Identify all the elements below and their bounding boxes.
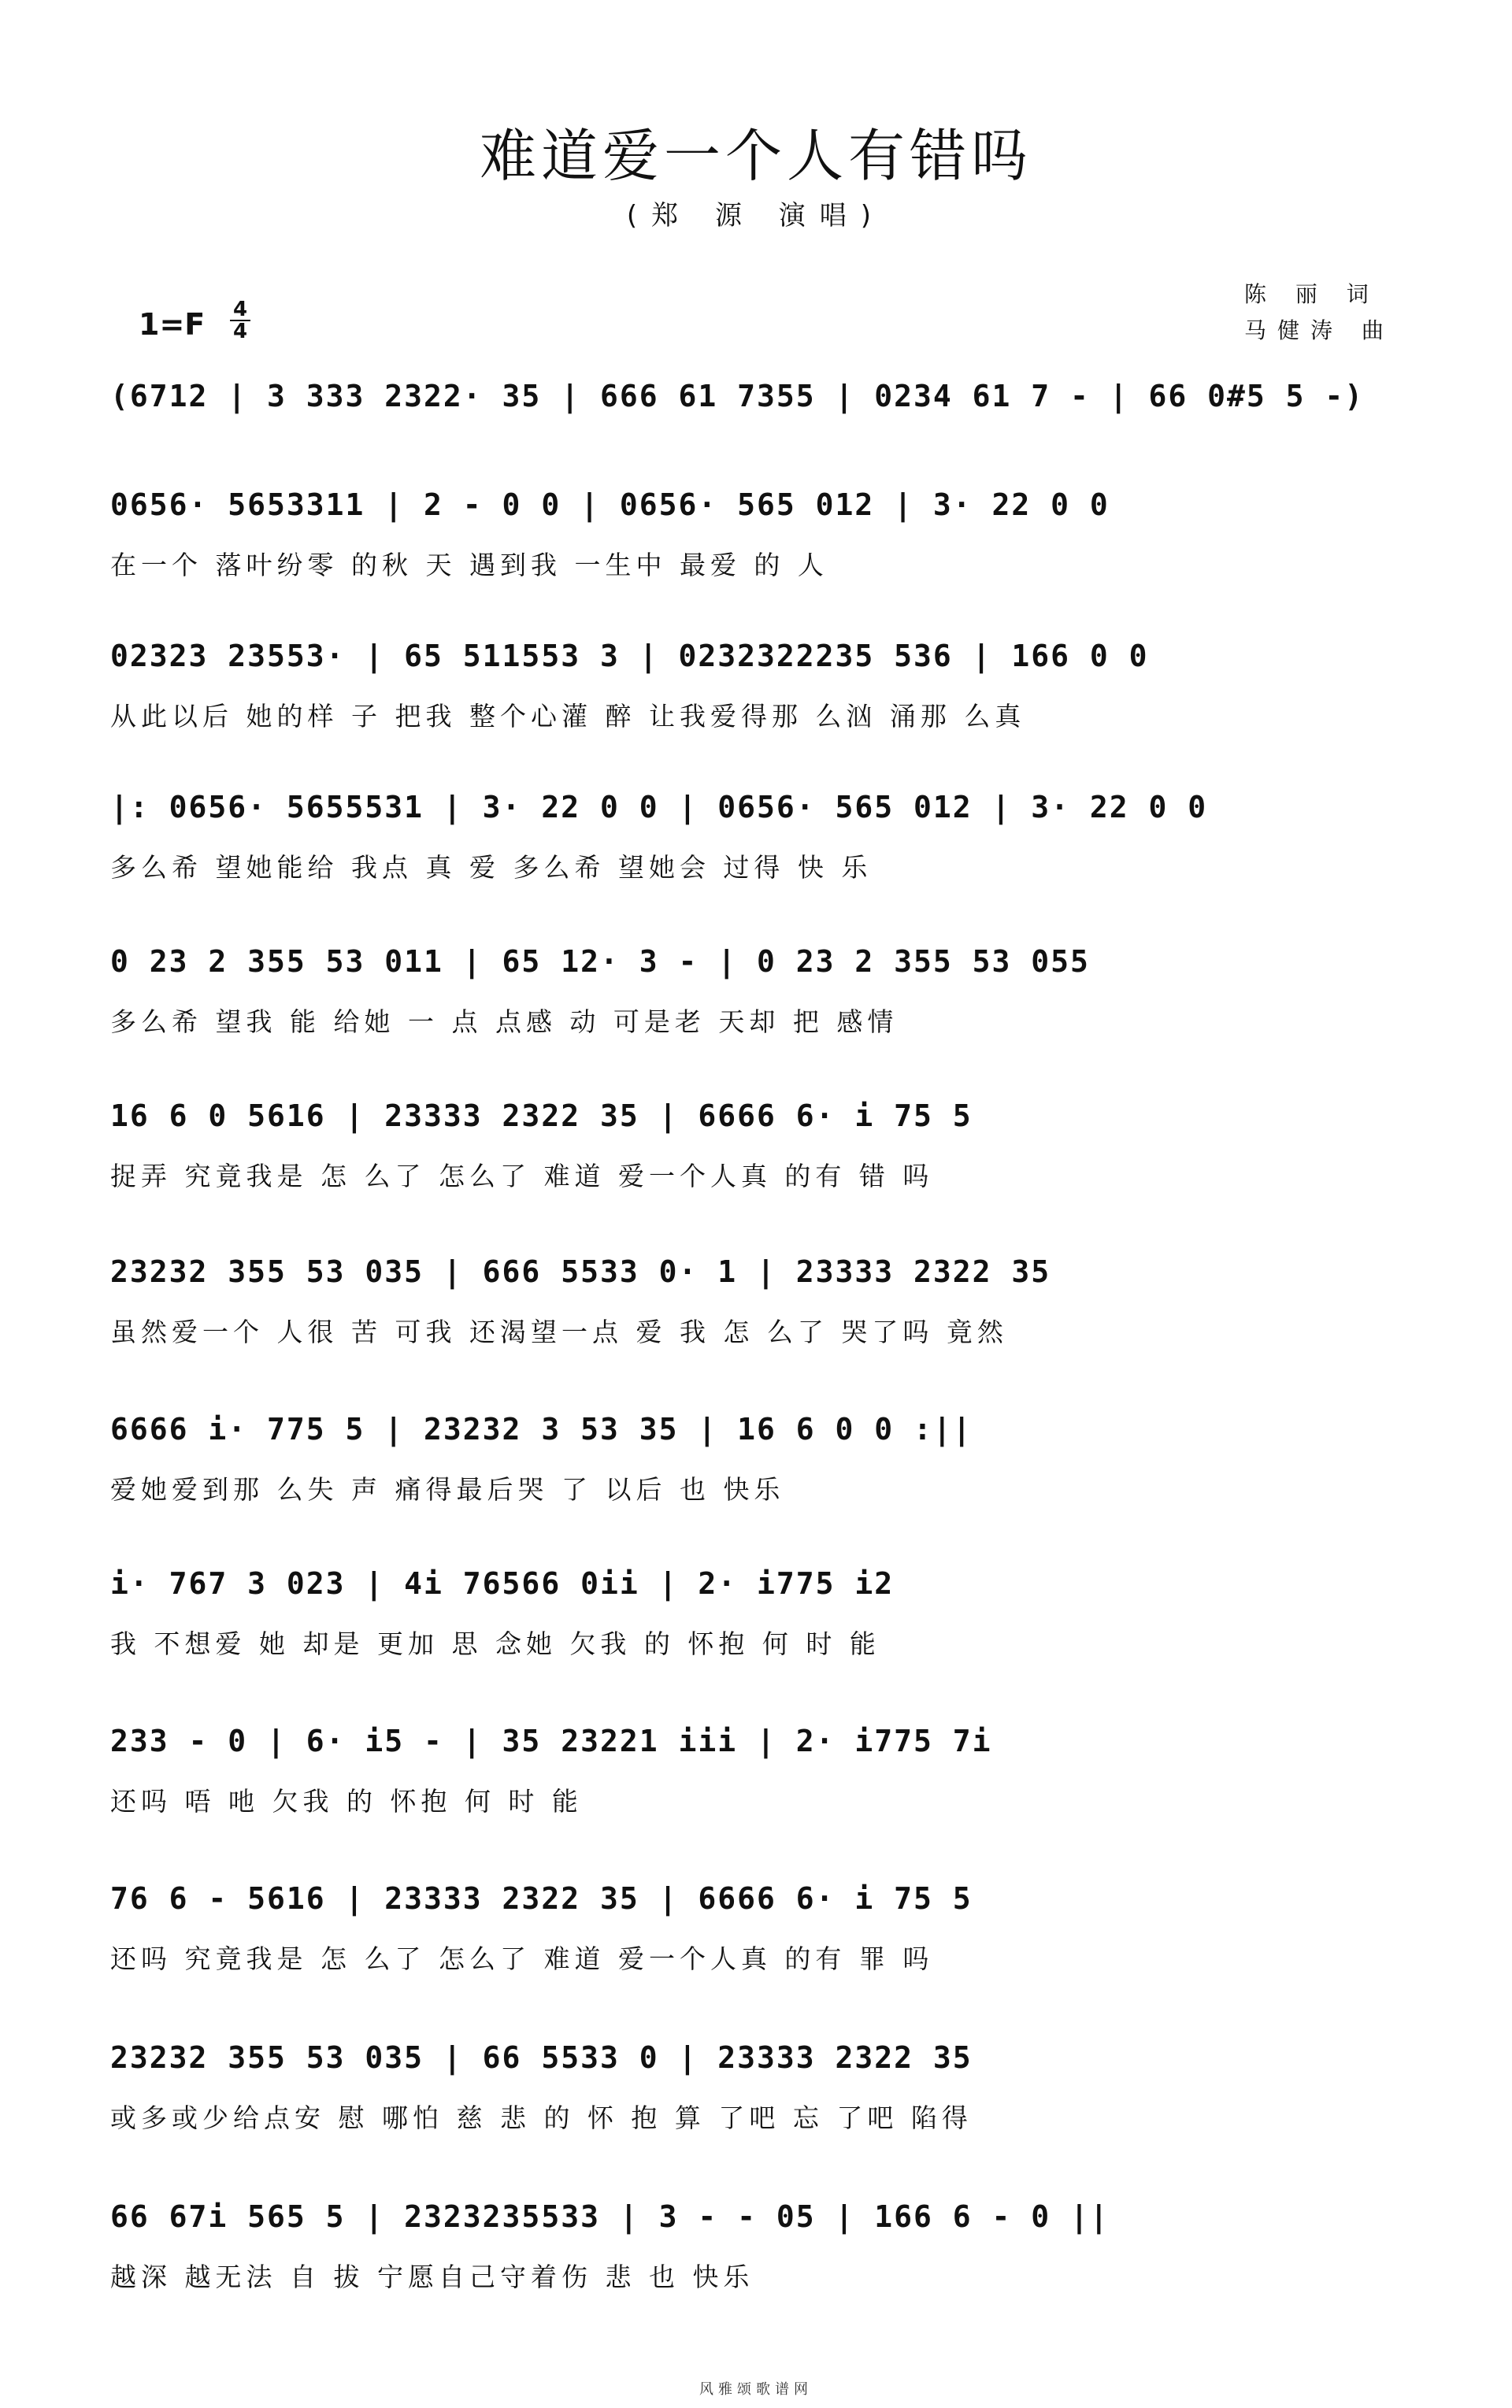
notation-line: 23232 355 53 035 | 666 5533 0· 1 | 23333 2322 35: [110, 1254, 1051, 1289]
performer-credit: (郑 源 演唱): [626, 200, 886, 232]
notation-line: 02323 23553· | 65 511553 3 | 0232322235 536 | 166 0 0: [110, 639, 1149, 673]
score-system-9: [110, 1556, 1418, 1690]
notation-line: i· 767 3 023 | 4i 76566 0ii | 2· i775 i2: [110, 1566, 895, 1601]
lyrics-line: 或多或少给点安 慰 哪怕 慈 悲 的 怀 抱 算 了吧 忘 了吧 陷得: [110, 2102, 973, 2133]
lyrics-line: 还吗 唔 吔 欠我 的 怀抱 何 时 能: [110, 1786, 583, 1817]
score-system-11: [110, 1871, 1418, 2005]
lyrics-line: 越深 越无法 自 拔 宁愿自己守着伤 悲 也 快乐: [110, 2262, 754, 2292]
lyrics-line: 虽然爱一个 人很 苦 可我 还渴望一点 爱 我 怎 么了 哭了吗 竟然: [110, 1317, 1008, 1347]
key-signature: 1=F: [139, 307, 206, 342]
score-system-13: [110, 2189, 1418, 2323]
score-system-6: [110, 1088, 1418, 1222]
score-system-4: [110, 780, 1418, 913]
lyrics-line: 多么希 望我 能 给她 一 点 点感 动 可是老 天却 把 感情: [110, 1006, 899, 1037]
time-signature-numerator: 4: [232, 298, 248, 321]
song-title: 难道爱一个人有错吗: [479, 123, 1032, 189]
notation-line: 6666 i· 775 5 | 23232 3 53 35 | 16 6 0 0 :||: [110, 1412, 973, 1447]
notation-line: 0 23 2 355 53 011 | 65 12· 3 - | 0 23 2 355 53 055: [110, 944, 1090, 979]
lyricist-credit: 陈 丽 词: [1244, 281, 1380, 307]
notation-line: 16 6 0 5616 | 23333 2322 35 | 6666 6· i 75 5: [110, 1098, 973, 1133]
notation-line: 66 67i 565 5 | 2323235533 | 3 - - 05 | 166 6 - 0 ||: [110, 2199, 1110, 2234]
score-system-5: [110, 934, 1418, 1068]
time-signature-denominator: 4: [232, 320, 248, 343]
notation-line: 0656· 5653311 | 2 - 0 0 | 0656· 565 012 | 3· 22 0 0: [110, 487, 1110, 522]
notation-line: 23232 355 53 035 | 66 5533 0 | 23333 2322 35: [110, 2040, 973, 2075]
score-system-3: [110, 628, 1418, 762]
lyrics-line: 从此以后 她的样 子 把我 整个心灌 醉 让我爱得那 么汹 涌那 么真: [110, 701, 1026, 732]
composer-credit: 马健涛 曲: [1244, 317, 1395, 343]
watermark-footer: 风雅颂歌谱网: [699, 2381, 813, 2398]
score-system-8: [110, 1402, 1418, 1536]
score-system-2: [110, 477, 1418, 611]
lyrics-line: 在一个 落叶纷零 的秋 天 遇到我 一生中 最爱 的 人: [110, 550, 828, 580]
score-system-10: [110, 1713, 1418, 1847]
notation-line: (6712 | 3 333 2322· 35 | 666 61 7355 | 0234 61 7 - | 66 0#5 5 -): [110, 379, 1365, 413]
lyrics-line: 捉弄 究竟我是 怎 么了 怎么了 难道 爱一个人真 的有 错 吗: [110, 1161, 934, 1191]
lyrics-line: 我 不想爱 她 却是 更加 思 念她 欠我 的 怀抱 何 时 能: [110, 1628, 880, 1659]
score-system-7: [110, 1244, 1418, 1378]
time-signature: [230, 299, 250, 342]
notation-line: 233 - 0 | 6· i5 - | 35 23221 iii | 2· i775 7i: [110, 1724, 992, 1758]
notation-line: 76 6 - 5616 | 23333 2322 35 | 6666 6· i 75 5: [110, 1881, 973, 1916]
lyrics-line: 还吗 究竟我是 怎 么了 怎么了 难道 爱一个人真 的有 罪 吗: [110, 1943, 934, 1974]
score-system-12: [110, 2030, 1418, 2164]
lyrics-line: 多么希 望她能给 我点 真 爱 多么希 望她会 过得 快 乐: [110, 852, 873, 883]
lyrics-line: 爱她爱到那 么失 声 痛得最后哭 了 以后 也 快乐: [110, 1474, 785, 1505]
notation-line: |: 0656· 5655531 | 3· 22 0 0 | 0656· 565 012 | 3· 22 0 0: [110, 790, 1208, 824]
